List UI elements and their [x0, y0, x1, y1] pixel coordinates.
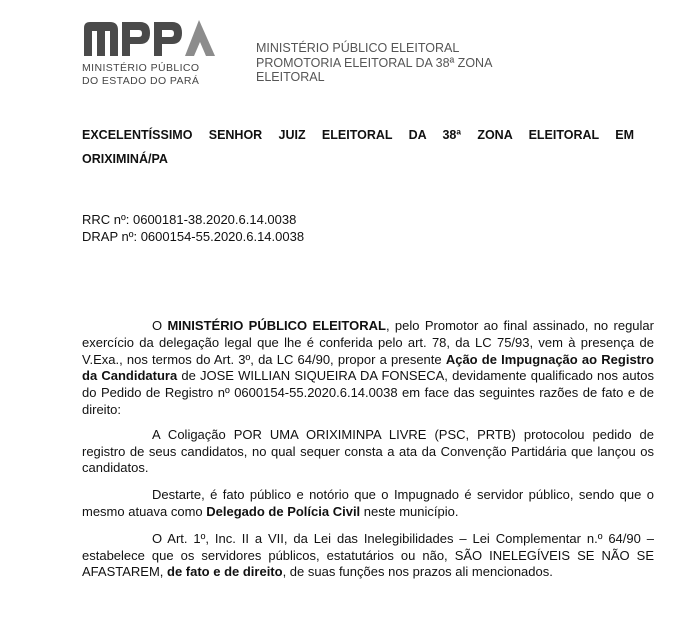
p3-bold-delegado: Delegado de Polícia Civil	[206, 503, 361, 519]
paragraph-3	[82, 487, 654, 521]
paragraph-1	[82, 318, 654, 419]
document-body	[82, 318, 654, 591]
p4-text-c: , de suas funções nos prazos ali mencionados.	[282, 564, 553, 580]
p4-text-a: O Art. 1º, Inc. II a VII, da Lei das Inelegibilidades – Lei Complementar n.º 64/90 – estabelece que os servidores públicos, estatutários ou não, SÃO INELEGÍVEIS SE NÃO SE AFASTAREM,	[82, 530, 654, 580]
addressee	[82, 123, 634, 171]
org-header	[256, 41, 556, 85]
p1-bold-ministerio: MINISTÉRIO PÚBLICO ELEITORAL	[167, 318, 386, 333]
p1-text-c: , pelo Promotor ao final assinado, no regular exercício da delegação legal que lhe é conferida pelo art. 78, da LC 75/93, vem à presença de V.Exa., nos termos do Art. 3º, da LC 64/90, propor a presente	[82, 318, 654, 367]
p1-bold-acao: Ação de Impugnação ao Registro da Candidatura	[82, 351, 654, 384]
p1-text-e: de JOSE WILLIAN SIQUEIRA DA FONSECA, devidamente qualificado nos autos do Pedido de Registro nº 0600154-55.2020.6.14.0038 em face das seguintes razões de fato e de direito:	[82, 368, 655, 417]
logo-subtitle-line2: DO ESTADO DO PARÁ	[82, 75, 200, 87]
org-line-2: PROMOTORIA ELEITORAL DA 38ª ZONA	[256, 55, 493, 70]
paragraph-4	[82, 531, 654, 581]
drap-number: DRAP nº: 0600154-55.2020.6.14.0038	[82, 228, 305, 244]
p3-text-c: neste município.	[360, 503, 459, 519]
logo-subtitle-line1: MINISTÉRIO PÚBLICO	[82, 62, 200, 74]
rrc-number: RRC nº: 0600181-38.2020.6.14.0038	[82, 212, 297, 227]
mppa-logo	[82, 18, 218, 90]
p3-text-a: Destarte, é fato público e notório que o Impugnado é servidor público, sendo que o mesmo atuava como	[82, 487, 654, 519]
p1-text-a: O	[152, 318, 168, 333]
org-line-1: MINISTÉRIO PÚBLICO ELEITORAL	[256, 41, 460, 55]
case-references	[82, 212, 304, 245]
mppa-logo-mark	[82, 18, 218, 58]
org-line-3: ELEITORAL	[256, 70, 325, 84]
p4-bold-fato: de fato e de direito	[167, 564, 283, 580]
addressee-line-2: ORIXIMINÁ/PA	[82, 152, 168, 166]
paragraph-2: A Coligação POR UMA ORIXIMINPA LIVRE (PSC, PRTB) protocolou pedido de registro de seus candidatos, no qual sequer consta a ata da Convenção Partidária que lançou os candidatos.	[82, 426, 654, 476]
addressee-line-1: EXCELENTÍSSIMO SENHOR JUIZ ELEITORAL DA 38ª ZONA ELEITORAL EM	[82, 128, 634, 142]
